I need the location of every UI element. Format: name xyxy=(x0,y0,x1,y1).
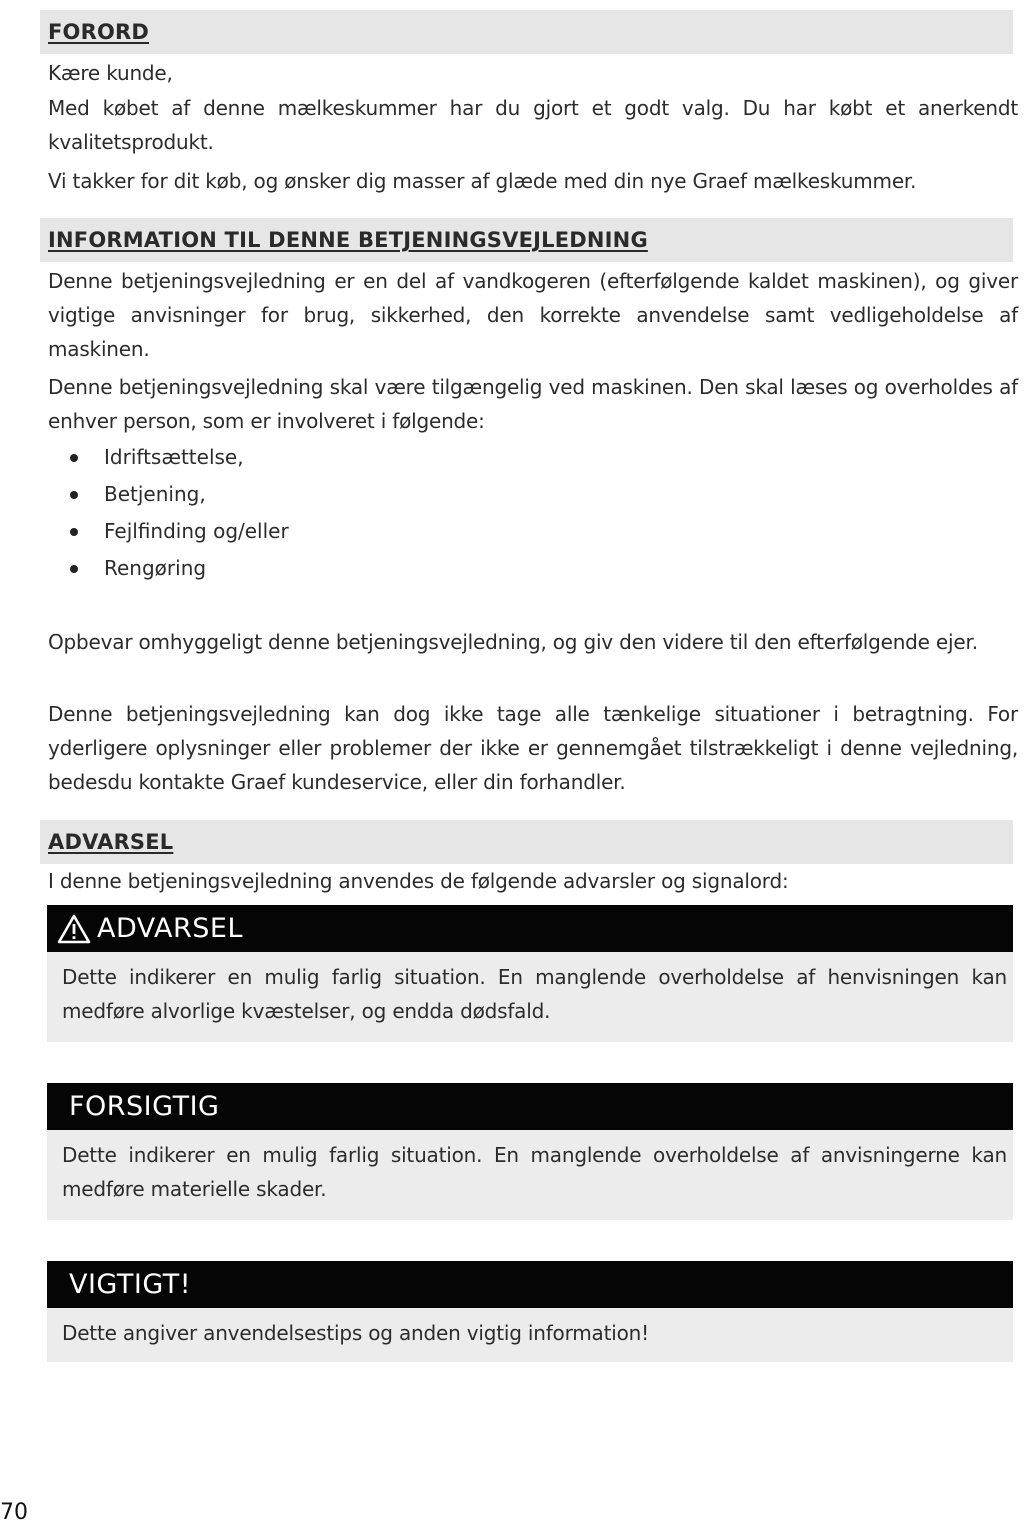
notice-vigtigt-text: Dette angiver anvendelsestips og anden vigtig information! xyxy=(47,1308,1013,1362)
list-item: Idriftsættelse, xyxy=(48,440,289,477)
foreword-paragraph-1: Med købet af denne mælkeskummer har du gjort et godt valg. Du har købt et anerkendt kvalitetsprodukt. xyxy=(48,96,1018,154)
foreword-heading-band xyxy=(40,10,1013,54)
page-number: 70 xyxy=(0,1500,28,1525)
information-paragraph-3: Opbevar omhyggeligt denne betjeningsvejledning, og giv den videre til den efterfølgende ejer. xyxy=(48,630,978,654)
foreword-paragraph-2: Vi takker for dit køb, og ønsker dig masser af glæde med din nye Graef mælkeskummer. xyxy=(48,169,917,193)
notice-forsigtig xyxy=(47,1083,1013,1220)
information-paragraph-1: Denne betjeningsvejledning er en del af vandkogeren (efterfølgende kaldet maskinen), og giver vigtige anvisninger for brug, sikkerhed, den korrekte anvendelse samt vedligeholdelse af maskinen. xyxy=(48,269,1018,361)
notice-forsigtig-text: Dette indikerer en mulig farlig situation. En manglende overholdelse af anvisningerne kan medføre materielle skader. xyxy=(47,1130,1013,1220)
bullet-icon xyxy=(70,491,78,499)
list-item: Betjening, xyxy=(48,477,289,514)
bullet-icon xyxy=(70,528,78,536)
bullet-icon xyxy=(70,565,78,573)
foreword-heading: FORORD xyxy=(48,20,150,44)
notice-advarsel xyxy=(47,905,1013,1042)
notice-vigtigt-header xyxy=(47,1261,1013,1308)
information-heading: INFORMATION TIL DENNE BETJENINGSVEJLEDNING xyxy=(48,228,648,252)
notice-advarsel-text: Dette indikerer en mulig farlig situation. En manglende overholdelse af henvisningen kan medføre alvorlige kvæstelser, og endda dødsfald. xyxy=(47,952,1013,1042)
warning-heading: ADVARSEL xyxy=(48,830,174,854)
involvement-list xyxy=(48,440,289,588)
notice-advarsel-header xyxy=(47,905,1013,952)
notice-forsigtig-header xyxy=(47,1083,1013,1130)
notice-advarsel-title: ADVARSEL xyxy=(97,912,244,944)
notice-vigtigt-title: VIGTIGT! xyxy=(69,1268,192,1300)
warning-intro: I denne betjeningsvejledning anvendes de følgende advarsler og signalord: xyxy=(48,869,789,893)
warning-heading-band xyxy=(40,820,1013,864)
information-paragraph-4: Denne betjeningsvejledning kan dog ikke tage alle tænkelige situationer i betragtning. For yderligere oplysninger eller problemer der ikke er gennemgået tilstrækkeligt i denne vejledning, bedesdu kontakte Graef kundeservice, eller din forhandler. xyxy=(48,702,1018,794)
information-paragraph-2: Denne betjeningsvejledning skal være tilgængelig ved maskinen. Den skal læses og overholdes af enhver person, som er involveret i følgende: xyxy=(48,375,1018,433)
warning-triangle-icon xyxy=(57,914,91,944)
bullet-icon xyxy=(70,454,78,462)
foreword-greeting: Kære kunde, xyxy=(48,61,173,85)
list-item: Rengøring xyxy=(48,551,289,588)
list-item: Fejlfinding og/eller xyxy=(48,514,289,551)
notice-forsigtig-title: FORSIGTIG xyxy=(69,1090,220,1122)
notice-vigtigt xyxy=(47,1261,1013,1362)
information-heading-band xyxy=(40,218,1013,262)
